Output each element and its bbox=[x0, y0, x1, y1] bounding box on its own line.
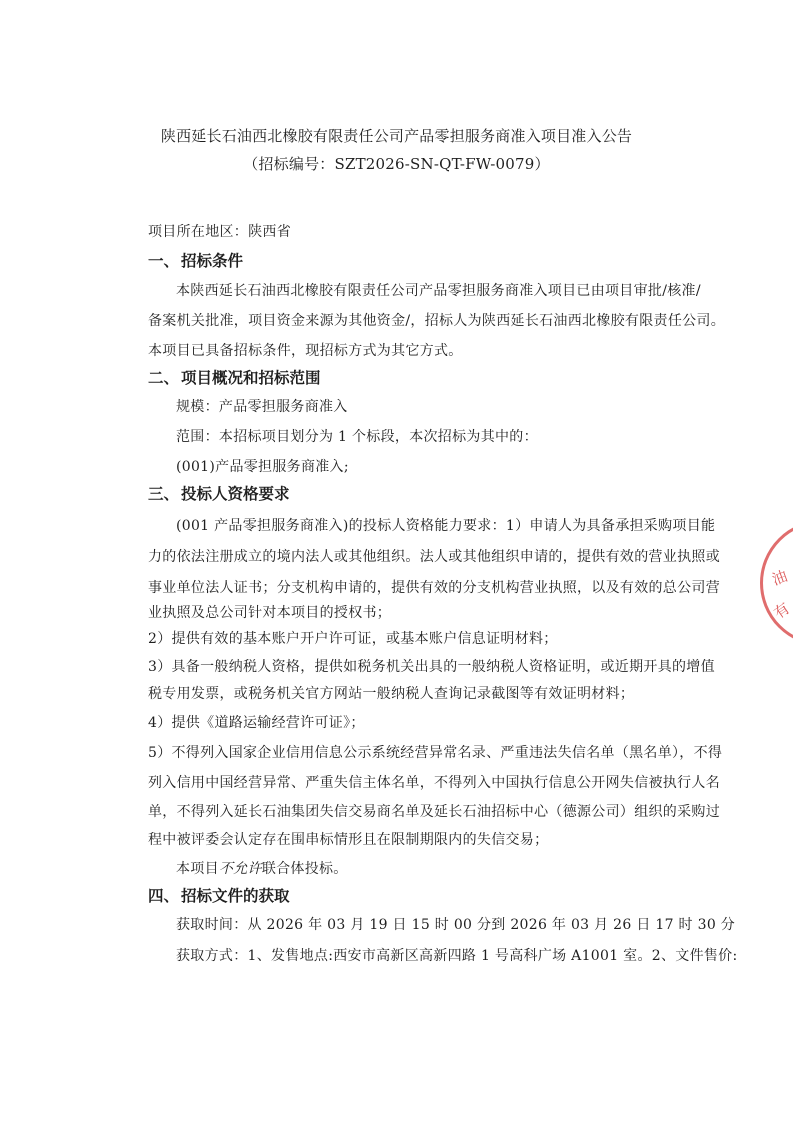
consortium-suffix: 联合体投标。 bbox=[261, 861, 348, 877]
seal-char: 有 bbox=[770, 599, 793, 623]
requirement-line: 业执照及总公司针对本项目的授权书； bbox=[148, 605, 392, 621]
lot-line: (001)产品零担服务商准入; bbox=[176, 459, 349, 475]
requirement-line: 事业单位法人证书；分支机构申请的，提供有效的分支机构营业执照，以及有效的总公司营 bbox=[148, 580, 720, 596]
consortium-emphasis: 不允许 bbox=[218, 861, 262, 877]
section-title: 投标人资格要求 bbox=[181, 485, 290, 503]
acquire-method-line: 获取方式：1、发售地点:西安市高新区高新四路 1 号高科广场 A1001 室。2、文件售价: bbox=[176, 948, 738, 964]
requirement-line: 2）提供有效的基本账户开户许可证，或基本账户信息证明材料； bbox=[148, 631, 558, 647]
requirement-line: 3）具备一般纳税人资格，提供如税务机关出具的一般纳税人资格证明，或近期开具的增值 bbox=[148, 659, 715, 675]
section-number: 二、 bbox=[148, 369, 180, 387]
section-title: 项目概况和招标范围 bbox=[181, 369, 321, 387]
requirement-line: 5）不得列入国家企业信用信息公示系统经营异常名录、严重违法失信名单（黑名单），不得 bbox=[148, 745, 723, 761]
requirement-line: 税专用发票，或税务机关官方网站一般纳税人查询记录截图等有效证明材料； bbox=[148, 686, 635, 702]
section-title: 招标条件 bbox=[181, 252, 244, 270]
section-number: 一、 bbox=[148, 252, 180, 270]
requirement-line: 力的依法注册成立的境内法人或其他组织。法人或其他组织申请的，提供有效的营业执照或 bbox=[148, 549, 720, 565]
section-heading-4 bbox=[148, 884, 290, 906]
paragraph-line: 本项目已具备招标条件，现招标方式为其它方式。 bbox=[148, 343, 463, 359]
consortium-prefix: 本项目 bbox=[176, 861, 219, 877]
scope-line: 范围：本招标项目划分为 1 个标段，本次招标为其中的： bbox=[176, 429, 538, 445]
scale-line: 规模：产品零担服务商准入 bbox=[176, 399, 348, 415]
section-number: 三、 bbox=[148, 485, 180, 503]
requirement-line: 列入信用中国经营异常、严重失信主体名单，不得列入中国执行信息公开网失信被执行人名 bbox=[148, 775, 720, 791]
requirement-line: 程中被评委会认定存在围串标情形且在限制期限内的失信交易； bbox=[148, 832, 549, 848]
paragraph-line: 本陕西延长石油西北橡胶有限责任公司产品零担服务商准入项目已由项目审批/核准/ bbox=[176, 283, 701, 299]
section-heading-3 bbox=[148, 482, 290, 504]
paragraph-line: 备案机关批准，项目资金来源为其他资金/，招标人为陕西延长石油西北橡胶有限责任公司。 bbox=[148, 313, 726, 329]
document-title: 陕西延长石油西北橡胶有限责任公司产品零担服务商准入项目准入公告 bbox=[160, 127, 633, 145]
seal-char: 油 bbox=[769, 566, 790, 589]
consortium-line bbox=[176, 858, 348, 878]
requirement-line: (001 产品零担服务商准入)的投标人资格能力要求：1）申请人为具备承担采购项目能 bbox=[176, 518, 716, 534]
tender-code: （招标编号：SZT2026-SN-QT-FW-0079） bbox=[243, 155, 550, 173]
requirement-line: 4）提供《道路运输经营许可证》； bbox=[148, 715, 365, 731]
section-number: 四、 bbox=[148, 887, 180, 905]
section-heading-1 bbox=[148, 249, 243, 271]
acquire-time-line: 获取时间：从 2026 年 03 月 19 日 15 时 00 分到 2026 年 03 月 26 日 17 时 30 分 bbox=[176, 917, 736, 933]
requirement-line: 单，不得列入延长石油集团失信交易商名单及延长石油招标中心（德源公司）组织的采购过 bbox=[148, 804, 720, 820]
project-region: 项目所在地区：陕西省 bbox=[148, 224, 291, 240]
section-title: 招标文件的获取 bbox=[181, 887, 290, 905]
section-heading-2 bbox=[148, 366, 321, 388]
